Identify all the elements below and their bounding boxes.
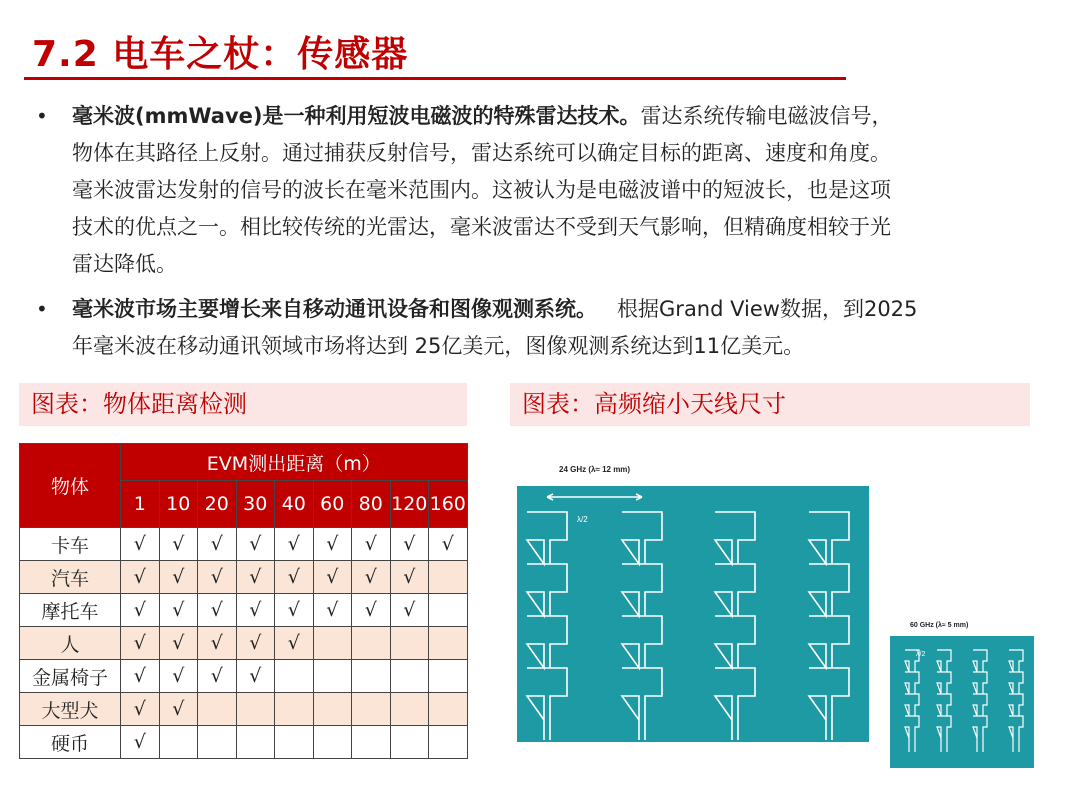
distance-header-cell: 40 bbox=[275, 481, 314, 528]
detection-cell bbox=[159, 726, 198, 759]
detection-cell: √ bbox=[121, 594, 160, 627]
distance-header-cell: 120 bbox=[390, 481, 429, 528]
detection-cell: √ bbox=[429, 528, 468, 561]
detection-cell: √ bbox=[236, 627, 275, 660]
detection-cell bbox=[275, 693, 314, 726]
left-figure-heading: 图表：物体距离检测 bbox=[19, 383, 467, 426]
detection-cell: √ bbox=[121, 660, 160, 693]
detection-cell: √ bbox=[121, 561, 160, 594]
distance-header-cell: 160 bbox=[429, 481, 468, 528]
bullet-text-line: 根据Grand View数据，到2025 bbox=[617, 297, 918, 321]
half-wavelength-label: λ/2 bbox=[916, 651, 926, 658]
detection-cell: √ bbox=[313, 594, 352, 627]
antenna-60ghz-figure bbox=[890, 616, 1034, 768]
detection-cell: √ bbox=[236, 660, 275, 693]
distance-header-cell: 20 bbox=[198, 481, 237, 528]
distance-header-cell: 60 bbox=[313, 481, 352, 528]
bullet-text-line: 年毫米波在移动通讯领域市场将达到 25亿美元，图像观测系统达到11亿美元。 bbox=[72, 334, 805, 358]
detection-cell bbox=[390, 726, 429, 759]
detection-cell: √ bbox=[198, 660, 237, 693]
detection-cell: √ bbox=[121, 693, 160, 726]
detection-cell bbox=[352, 693, 391, 726]
object-name-cell: 大型犬 bbox=[20, 693, 121, 726]
antenna-24ghz-label: 24 GHz (λ≈ 12 mm) bbox=[559, 465, 631, 474]
detection-table-body bbox=[20, 528, 468, 759]
detection-cell bbox=[313, 627, 352, 660]
detection-cell bbox=[352, 726, 391, 759]
detection-cell: √ bbox=[390, 561, 429, 594]
object-name-cell: 摩托车 bbox=[20, 594, 121, 627]
evm-distance-header: EVM测出距离（m） bbox=[121, 444, 468, 481]
detection-cell bbox=[390, 693, 429, 726]
detection-cell: √ bbox=[159, 528, 198, 561]
title-underline bbox=[24, 77, 846, 80]
right-figure-heading: 图表：高频缩小天线尺寸 bbox=[510, 383, 1030, 426]
distance-header-cell: 1 bbox=[121, 481, 160, 528]
bullet-dot: • bbox=[36, 104, 48, 128]
table-row bbox=[20, 594, 468, 627]
detection-cell: √ bbox=[236, 594, 275, 627]
detection-cell bbox=[352, 660, 391, 693]
table-row bbox=[20, 561, 468, 594]
bullet-text-line: 雷达系统传输电磁波信号， bbox=[640, 104, 893, 128]
bullet-list bbox=[36, 98, 1026, 373]
table-row bbox=[20, 528, 468, 561]
detection-cell: √ bbox=[159, 693, 198, 726]
object-name-cell: 硬币 bbox=[20, 726, 121, 759]
detection-cell bbox=[313, 726, 352, 759]
detection-cell: √ bbox=[121, 627, 160, 660]
detection-cell bbox=[313, 693, 352, 726]
bullet-text-line: 雷达降低。 bbox=[72, 252, 177, 276]
object-name-cell: 人 bbox=[20, 627, 121, 660]
detection-cell: √ bbox=[198, 627, 237, 660]
page-title: 7.2 电车之杖：传感器 bbox=[32, 34, 409, 75]
detection-cell: √ bbox=[352, 528, 391, 561]
detection-cell: √ bbox=[198, 594, 237, 627]
bullet-item-market bbox=[36, 291, 1026, 365]
detection-cell bbox=[429, 594, 468, 627]
detection-cell: √ bbox=[352, 594, 391, 627]
detection-cell bbox=[429, 726, 468, 759]
distance-header-cell: 30 bbox=[236, 481, 275, 528]
detection-cell bbox=[198, 726, 237, 759]
detection-cell: √ bbox=[236, 561, 275, 594]
detection-cell: √ bbox=[390, 528, 429, 561]
antenna-24ghz-panel bbox=[517, 486, 869, 742]
table-row bbox=[20, 693, 468, 726]
detection-cell bbox=[429, 693, 468, 726]
bullet-item-mmwave bbox=[36, 98, 1026, 283]
detection-cell: √ bbox=[159, 627, 198, 660]
antenna-24ghz-figure bbox=[517, 460, 869, 742]
detection-cell: √ bbox=[313, 528, 352, 561]
detection-cell bbox=[236, 726, 275, 759]
bullet-text-line: 技术的优点之一。相比较传统的光雷达，毫米波雷达不受到天气影响，但精确度相较于光 bbox=[72, 215, 891, 239]
bullet-bold-text: 毫米波(mmWave)是一种利用短波电磁波的特殊雷达技术。 bbox=[72, 104, 641, 128]
detection-cell: √ bbox=[159, 660, 198, 693]
table-row bbox=[20, 660, 468, 693]
distance-header-cell: 10 bbox=[159, 481, 198, 528]
detection-cell: √ bbox=[313, 561, 352, 594]
table-row bbox=[20, 627, 468, 660]
object-name-cell: 金属椅子 bbox=[20, 660, 121, 693]
detection-cell: √ bbox=[198, 561, 237, 594]
bullet-text-line: 毫米波雷达发射的信号的波长在毫米范围内。这被认为是电磁波谱中的短波长，也是这项 bbox=[72, 178, 891, 202]
detection-cell bbox=[429, 660, 468, 693]
bullet-bold-text: 毫米波市场主要增长来自移动通讯设备和图像观测系统。 bbox=[72, 297, 597, 321]
detection-cell: √ bbox=[275, 528, 314, 561]
detection-cell bbox=[390, 660, 429, 693]
detection-cell bbox=[429, 561, 468, 594]
half-wavelength-label: λ/2 bbox=[577, 515, 588, 524]
table-row bbox=[20, 726, 468, 759]
detection-cell: √ bbox=[275, 561, 314, 594]
detection-cell bbox=[390, 627, 429, 660]
detection-cell bbox=[429, 627, 468, 660]
detection-cell: √ bbox=[275, 627, 314, 660]
detection-cell: √ bbox=[159, 561, 198, 594]
object-column-header: 物体 bbox=[20, 444, 121, 528]
detection-table bbox=[19, 443, 468, 759]
detection-cell: √ bbox=[198, 528, 237, 561]
detection-cell: √ bbox=[159, 594, 198, 627]
detection-cell: √ bbox=[121, 726, 160, 759]
detection-cell bbox=[275, 660, 314, 693]
bullet-dot: • bbox=[36, 297, 48, 321]
detection-cell: √ bbox=[275, 594, 314, 627]
detection-cell: √ bbox=[236, 528, 275, 561]
detection-cell: √ bbox=[390, 594, 429, 627]
detection-cell bbox=[236, 693, 275, 726]
distance-header-cell: 80 bbox=[352, 481, 391, 528]
detection-cell bbox=[275, 726, 314, 759]
detection-cell bbox=[198, 693, 237, 726]
detection-cell bbox=[352, 627, 391, 660]
bullet-text-line: 物体在其路径上反射。通过捕获反射信号，雷达系统可以确定目标的距离、速度和角度。 bbox=[72, 141, 891, 165]
detection-cell: √ bbox=[121, 528, 160, 561]
object-name-cell: 卡车 bbox=[20, 528, 121, 561]
antenna-60ghz-label: 60 GHz (λ≈ 5 mm) bbox=[910, 622, 969, 629]
detection-cell: √ bbox=[352, 561, 391, 594]
detection-cell bbox=[313, 660, 352, 693]
object-name-cell: 汽车 bbox=[20, 561, 121, 594]
